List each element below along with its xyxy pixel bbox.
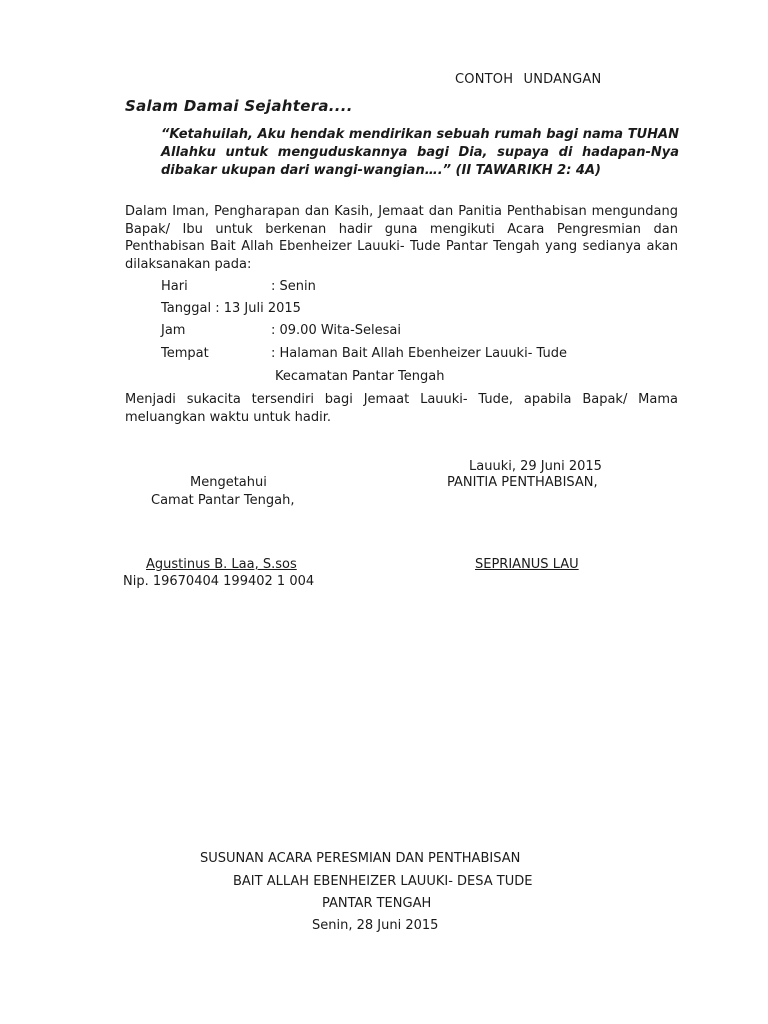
greeting: Salam Damai Sejahtera.... [125, 97, 353, 115]
document-heading: CONTOH UNDANGAN [455, 72, 602, 87]
agenda-date: Senin, 28 Juni 2015 [312, 918, 439, 933]
hari-label: Hari [161, 279, 188, 294]
jam-label: Jam [161, 323, 186, 338]
hari-value: : Senin [271, 279, 316, 294]
place-date: Lauuki, 29 Juni 2015 [469, 459, 602, 474]
left-signer-title: Mengetahui [190, 475, 267, 490]
agenda-title-line3: PANTAR TENGAH [322, 896, 432, 911]
left-signer-name: Agustinus B. Laa, S.sos [146, 557, 297, 572]
left-signer-nip: Nip. 19670404 199402 1 004 [123, 574, 315, 589]
closing-paragraph: Menjadi sukacita tersendiri bagi Jemaat Lauuki- Tude, apabila Bapak/ Mama meluangkan waktu untuk hadir. [125, 392, 678, 425]
right-signer-title: PANITIA PENTHABISAN, [447, 475, 598, 490]
left-signer-position: Camat Pantar Tengah, [151, 493, 295, 508]
bible-verse-quote: “Ketahuilah, Aku hendak mendirikan sebuah rumah bagi nama TUHAN Allahku untuk menguduskannya bagi Dia, supaya di hadapan-Nya dibakar ukupan dari wangi-wangian….” (II TAWARIKH 2: 4A) [161, 127, 679, 178]
agenda-title-line2: BAIT ALLAH EBENHEIZER LAUUKI- DESA TUDE [233, 874, 533, 889]
agenda-title-line1: SUSUNAN ACARA PERESMIAN DAN PENTHABISAN [200, 851, 521, 866]
tempat-value: : Halaman Bait Allah Ebenheizer Lauuki- Tude [271, 346, 567, 361]
intro-paragraph: Dalam Iman, Pengharapan dan Kasih, Jemaat dan Panitia Penthabisan mengundang Bapak/ Ibu untuk berkenan hadir guna mengikuti Acara Pengresmian dan Penthabisan Bait Allah Ebenheizer Lauuki- Tude Pantar Tengah yang sedianya akan dilaksanakan pada: [125, 204, 678, 272]
tempat-label: Tempat [161, 346, 209, 361]
tanggal-line: Tanggal : 13 Juli 2015 [161, 301, 301, 316]
right-signer-name: SEPRIANUS LAU [475, 557, 579, 572]
jam-value: : 09.00 Wita-Selesai [271, 323, 402, 338]
tempat-value-line2: Kecamatan Pantar Tengah [275, 369, 445, 384]
